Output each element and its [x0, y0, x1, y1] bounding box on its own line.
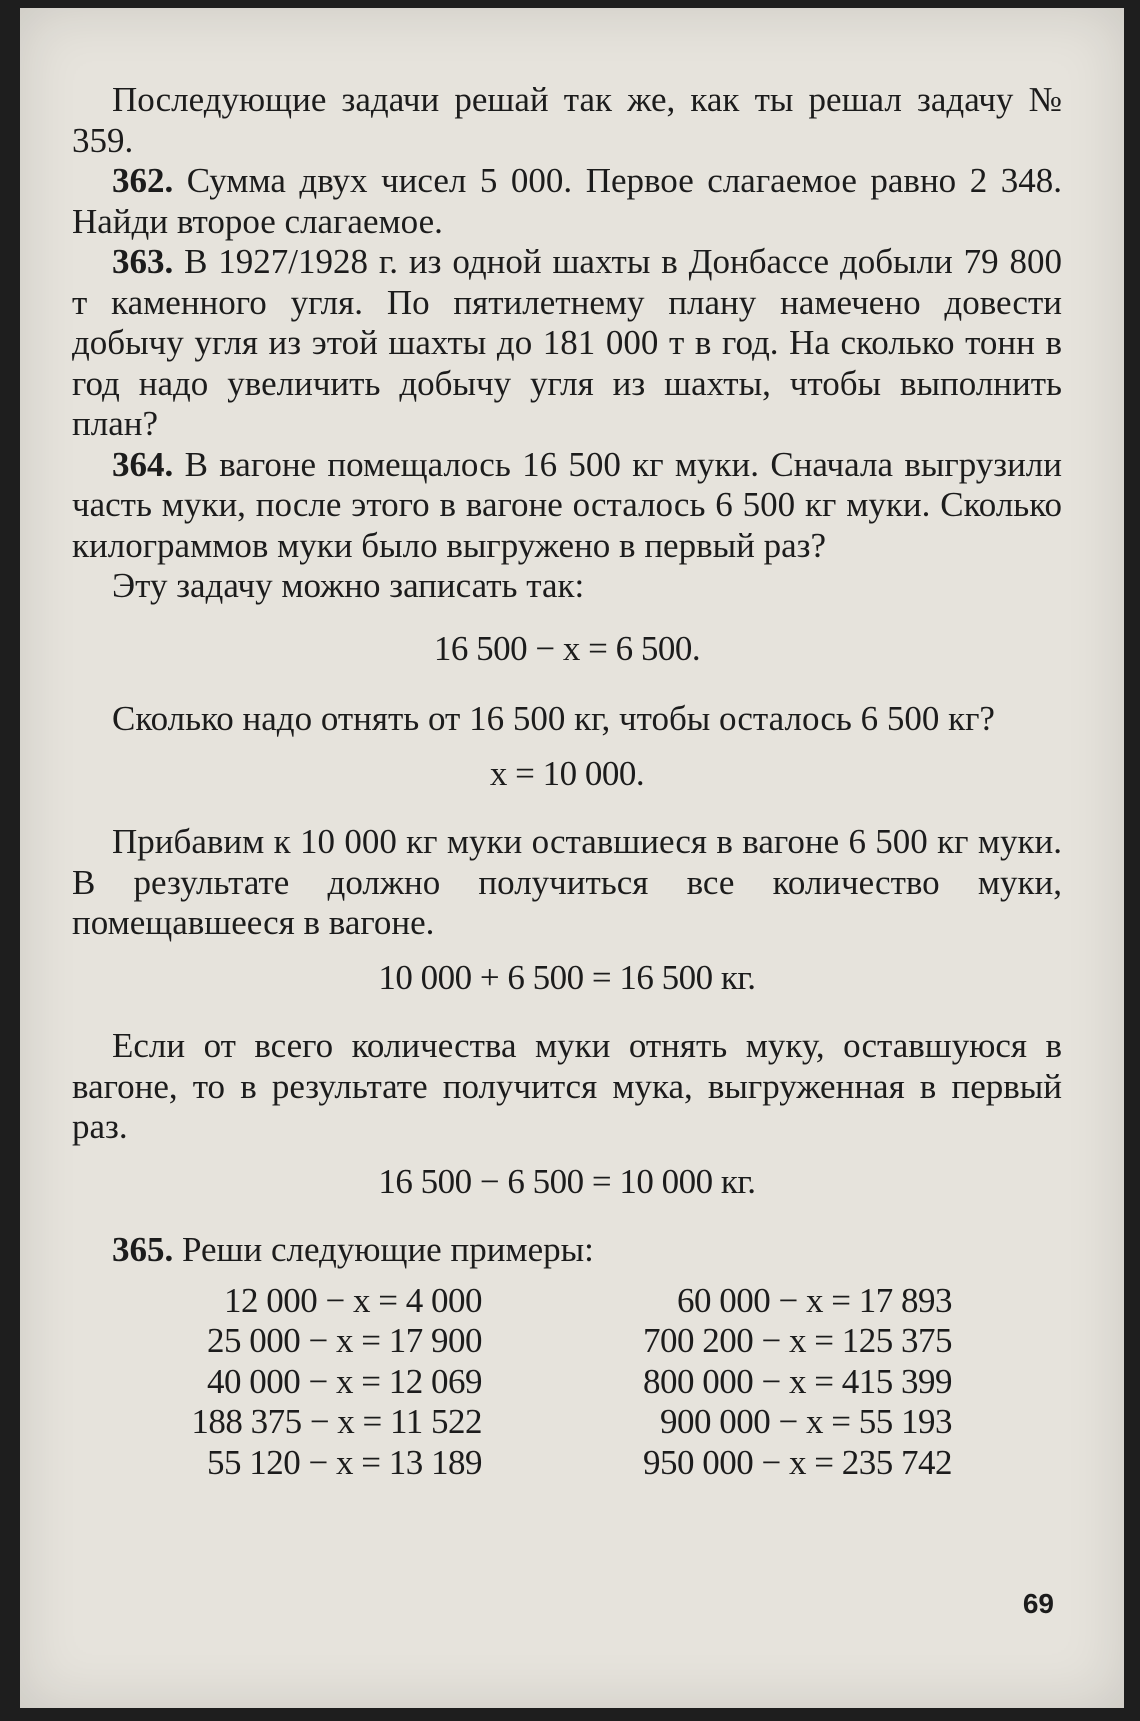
example-item: 12 000 − x = 4 000 [224, 1280, 482, 1320]
example-item: 800 000 − x = 415 399 [643, 1361, 952, 1401]
formula-1: 16 500 − x = 6 500. [433, 628, 701, 668]
problem-text: Сумма двух чисел 5 000. Первое слагаемое равно 2 348. Найди второе слагаемое. [72, 161, 1062, 241]
example-item: 40 000 − x = 12 069 [207, 1361, 482, 1401]
example-item: 900 000 − x = 55 193 [660, 1402, 952, 1441]
formula-2: x = 10 000. [489, 753, 645, 793]
examples-grid [112, 1281, 952, 1484]
example-item: 700 200 − x = 125 375 [643, 1321, 952, 1360]
problem-365 [72, 1230, 1062, 1271]
example-item: 60 000 − x = 17 893 [677, 1280, 952, 1320]
problem-text: Реши следующие примеры: [182, 1230, 594, 1269]
intro-paragraph: Последующие задачи решай так же, как ты решал задачу № 359. [72, 80, 1062, 160]
problem-364 [72, 445, 1062, 567]
example-item: 25 000 − x = 17 900 [207, 1321, 482, 1360]
example-item: 188 375 − x = 11 522 [191, 1402, 482, 1441]
example-item: 950 000 − x = 235 742 [643, 1442, 952, 1482]
formula-3: 10 000 + 6 500 = 16 500 кг. [378, 957, 756, 997]
page-text [72, 80, 1062, 1483]
problem-text: В 1927/1928 г. из одной шахты в Донбассе добыли 79 800 т каменного угля. По пятилетнему плану намечено довести добычу угля из этой шахты до 181 000 т в год. На сколько тонн в год надо увеличить добычу угля из шахты, чтобы выполнить план? [72, 242, 1062, 443]
example-item: 55 120 − x = 13 189 [207, 1442, 482, 1482]
explanation-line-3: Прибавим к 10 000 кг муки оставшиеся в вагоне 6 500 кг муки. В результате должно получиться все количество муки, помещавшееся в вагоне. [72, 822, 1062, 942]
problem-number: 362. [112, 161, 174, 200]
examples-left-column [112, 1281, 532, 1484]
problem-number: 364. [112, 444, 174, 484]
page-number: 69 [1022, 1588, 1054, 1619]
problem-362 [72, 161, 1062, 242]
problem-text: В вагоне помещалось 16 500 кг муки. Сначала выгрузили часть муки, после этого в вагоне осталось 6 500 кг муки. Сколько килограммов муки было выгружено в первый раз? [72, 444, 1063, 565]
problem-number: 363. [112, 242, 174, 281]
problem-number: 365. [112, 1230, 174, 1269]
explanation-line-4: Если от всего количества муки отнять муку, оставшуюся в вагоне, то в результате получится мука, выгруженная в первый раз. [72, 1026, 1062, 1146]
formula-4: 16 500 − 6 500 = 10 000 кг. [378, 1161, 756, 1201]
explanation-line-1: Эту задачу можно записать так: [112, 566, 585, 605]
problem-363 [72, 242, 1062, 445]
examples-right-column [532, 1281, 952, 1484]
book-page [20, 8, 1124, 1708]
explanation-line-2: Сколько надо отнять от 16 500 кг, чтобы осталось 6 500 кг? [112, 699, 995, 738]
